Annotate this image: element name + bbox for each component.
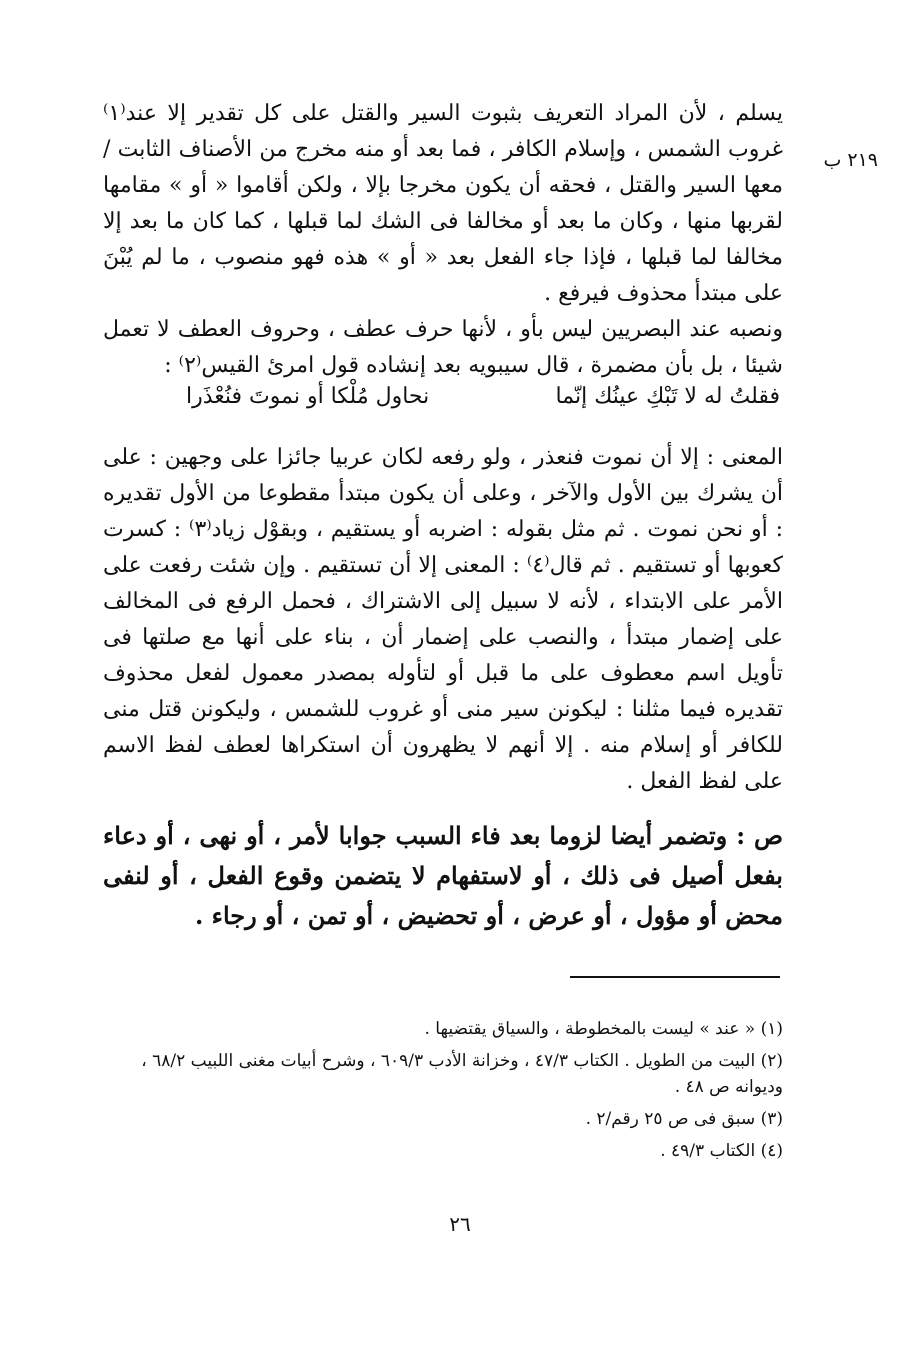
footnote-4: (٤) الكتاب ٤٩/٣ . (660, 1141, 783, 1161)
paragraph-intro: يسلم ، لأن المراد التعريف بثبوت السير والقتل على كل تقدير إلا عند⁽١⁾ غروب الشمس ، وإسلام الكافر ، فما بعد أو منه مخرج من الأصناف الثابت / معها السير والقتل ، فحقه أن يكون مخرجا بإلا ، ولكن أقاموا « أو » مقامها لقربها منها ، وكان ما بعد أو مخالفا فى الشك لما قبلها ، كما كان ما بعد إلا مخالفا لما قبلها ، فإذا جاء الفعل بعد « أو » هذه فهو منصوب ، ما لم يُبْنَ على مبتدأ محذوف فيرفع . (103, 101, 783, 306)
paragraph-matn-bold: ص : وتضمر أيضا لزوما بعد فاء السبب جوابا لأمر ، أو نهى ، أو دعاء بفعل أصيل فى ذلك ، أو لاستفهام لا يتضمن وقوع الفعل ، أو لنفى محض أو مؤول ، أو عرض ، أو تحضيض ، أو تمن ، أو رجاء . (103, 821, 783, 930)
footnote-3: (٣) سبق فى ص ٢٥ رقم/٢ . (585, 1109, 783, 1129)
verse-second-hemistich: نحاول مُلْكا أو نموتَ فنُعْذَرا (186, 384, 430, 409)
footnotes (103, 1016, 783, 1170)
paragraph-meaning: المعنى : إلا أن نموت فنعذر ، ولو رفعه لكان عربيا جائزا على وجهين : على أن يشرك بين الأول والآخر ، وعلى أن يكون مبتدأ مقطوعا من الأول تقديره : أو نحن نموت . ثم مثل بقوله : اضربه أو يستقيم ، وبقوْل زياد⁽٣⁾ : كسرت كعوبها أو تستقيم . ثم قال⁽٤⁾ : المعنى إلا أن تستقيم . وإن شئت رفعت على الأمر على الابتداء ، لأنه لا سبيل إلى الاشتراك ، فحمل الرفع فى المخالف على إضمار مبتدأ ، والنصب على إضمار أن ، بناء على أنها مع صلتها فى تأويل اسم معطوف على ما قبل أو لتأوله بمصدر معمول لفعل محذوف تقديره فيما مثلنا : ليكونن سير منى أو غروب للشمس ، وليكونن قتل منى للكافر أو إسلام منه . إلا أنهم لا يظهرون أن استكراها لعطف لفظ الاسم على لفظ الفعل . (103, 445, 783, 794)
poetry-verse (140, 380, 780, 414)
verse-first-hemistich: فقلتُ له لا تَبْكِ عينُك إنّما (555, 384, 780, 409)
paragraph-basrian-view: ونصبه عند البصريين ليس بأو ، لأنها حرف عطف ، وحروف العطف لا تعمل شيئا ، بل بأن مضمرة ، قال سيبويه بعد إنشاده قول امرئ القيس⁽٢⁾ : (103, 317, 783, 378)
footnote-1: (١) « عند » ليست بالمخطوطة ، والسياق يقتضيها . (424, 1019, 783, 1039)
footnote-2: (٢) البيت من الطويل . الكتاب ٤٧/٣ ، وخزانة الأدب ٦٠٩/٣ ، وشرح أبيات مغنى اللبيب ٦٨/٢ ، وديوانه ص ٤٨ . (141, 1051, 783, 1097)
page-number: ٢٦ (449, 1212, 471, 1236)
manuscript-folio-marker: ٢١٩ ب (823, 149, 878, 171)
footnote-separator (570, 976, 780, 978)
